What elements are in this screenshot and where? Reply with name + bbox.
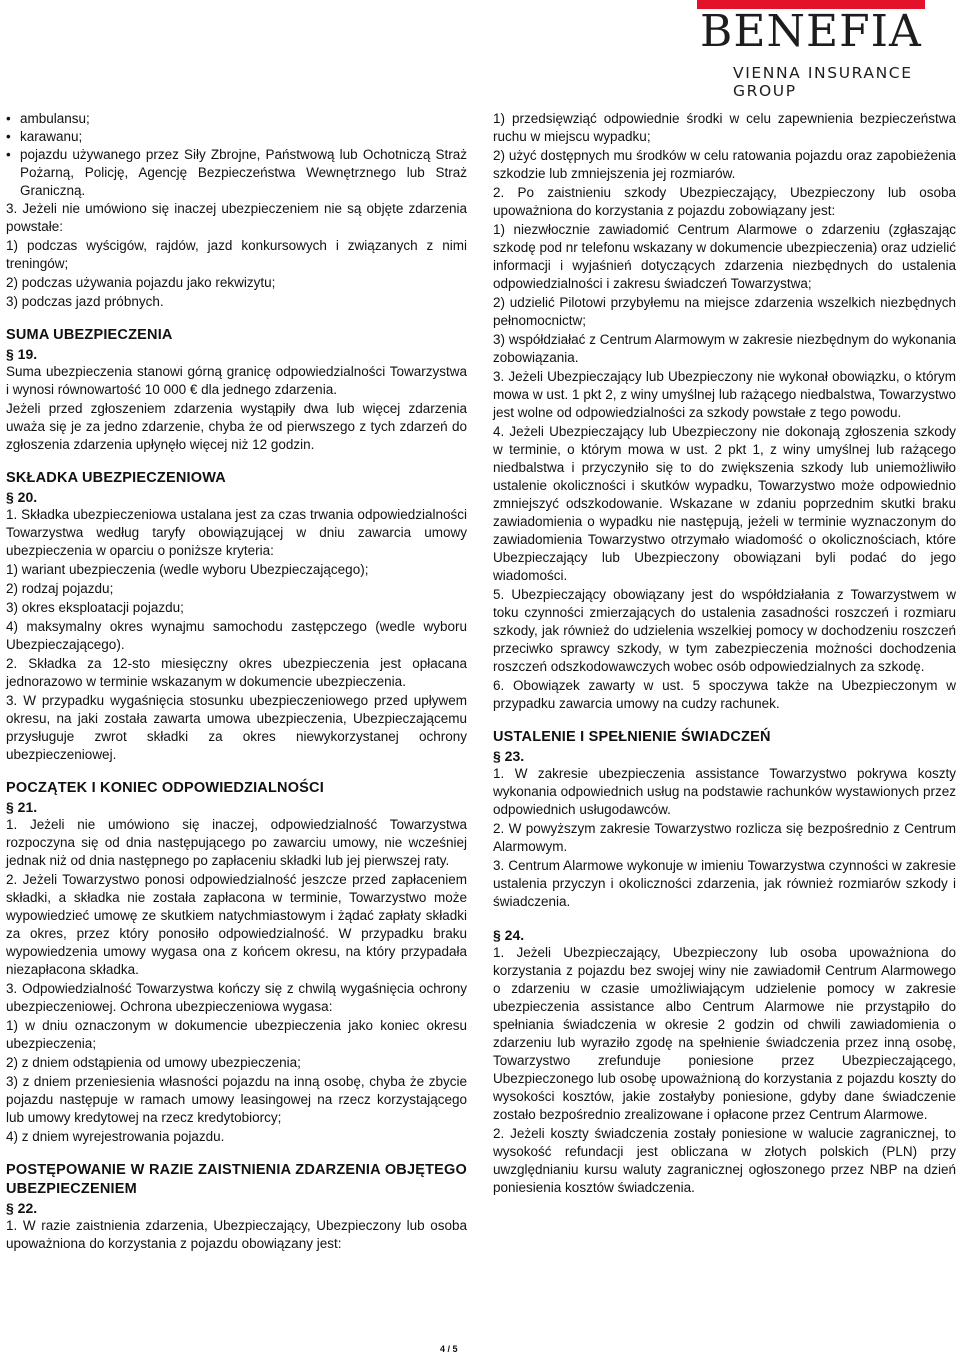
section-heading-skladka: SKŁADKA UBEZPIECZENIOWA [6, 470, 226, 486]
list-item: • pojazdu używanego przez Siły Zbrojne, Państwową lub Ochotniczą Straż Pożarną, Policję, Agencję Bezpieczeństwa Wewnętrznego lub Straż Graniczną. [6, 146, 467, 200]
page-header [0, 0, 960, 100]
list-item: 3) współdziałać z Centrum Alarmowym w zakresie niezbędnym do wykonania zobowiązania. [493, 332, 956, 365]
vienna-insurance-group-tagline: VIENNA INSURANCE GROUP [733, 64, 913, 100]
paragraph-number: § 22. [6, 1200, 38, 1216]
paragraph: 2. Składka za 12-sto miesięczny okres ubezpieczenia jest opłacana jednorazowo w terminie wskazanym w dokumencie ubezpieczenia. [6, 656, 467, 689]
paragraph: 3. W przypadku wygaśnięcia stosunku ubezpieczeniowego przed upływem okresu, na jaki została zawarta umowa ubezpieczenia, Ubezpieczającemu przysługuje zwrot składki za okres niewykorzystanej ochrony ubezpieczeniowej. [6, 693, 467, 762]
paragraph-number: § 21. [6, 799, 38, 815]
paragraph-number: § 24. [493, 927, 525, 943]
paragraph: 3. Jeżeli Ubezpieczający lub Ubezpieczony nie wykonał obowiązku, o którym mowa w ust. 1 pkt 2, z winy umyślnej lub rażącego niedbalstwa, Towarzystwo jest wolne od odpowiedzialności za szkody powstałe z tego powodu. [493, 369, 956, 420]
list-item: 1) przedsięwziąć odpowiednie środki w celu zapewnienia bezpieczeństwa ruchu w miejscu wypadku; [493, 111, 956, 144]
list-item: 2) użyć dostępnych mu środków w celu ratowania pojazdu oraz zapobieżenia szkodzie lub zmniejszenia jej rozmiarów. [493, 148, 956, 181]
paragraph: Jeżeli przed zgłoszeniem zdarzenia wystąpiły dwa lub więcej zdarzenia uważa się je za jedno zdarzenie, chyba że od pierwszego z tych zdarzeń do zgłoszenia zdarzenia upłynęło więcej niż 12 godzin. [6, 401, 467, 452]
list-item: 3) okres eksploatacji pojazdu; [6, 600, 184, 615]
list-item: • karawanu; [6, 128, 467, 146]
list-item: 2) rodzaj pojazdu; [6, 581, 114, 596]
paragraph: 2. W powyższym zakresie Towarzystwo rozlicza się bezpośrednio z Centrum Alarmowym. [493, 821, 956, 854]
paragraph: 2. Po zaistnieniu szkody Ubezpieczający, Ubezpieczony lub osoba upoważniona do korzystania z pojazdu zobowiązany jest: [493, 185, 956, 218]
paragraph-number: § 20. [6, 489, 38, 505]
paragraph: 2. Jeżeli Towarzystwo ponosi odpowiedzialność jeszcze przed zapłaceniem składki, a składka nie została zapłacona w terminie, Towarzystwo może wypowiedzieć umowę ze skutkiem natychmiastowym i żądać zapłaty składki za okres, przez który ponosiło odpowiedzialność. W przypadku braku wypowiedzenia umowy wygasa ona z końcem okresu, na który przypadała niezapłacona składka. [6, 872, 467, 977]
left-column [6, 110, 467, 1254]
paragraph: Suma ubezpieczenia stanowi górną granicę odpowiedzialności Towarzystwa i wynosi równowartość 10 000 € dla jednego zdarzenia. [6, 364, 467, 397]
section-heading-postepowanie: POSTĘPOWANIE W RAZIE ZAISTNIENIA ZDARZENIA OBJĘTEGO UBEZPIECZENIEM [6, 1162, 467, 1197]
benefia-logo: BENEFIA [700, 6, 922, 57]
paragraph: 2. Jeżeli koszty świadczenia zostały poniesione w walucie zagranicznej, to wysokość refundacji jest obliczana w złotych polskich (PLN) przy uwzględnianiu kursu waluty zagranicznej ogłoszonego przez NBP na dzień poniesienia kosztów świadczenia. [493, 1126, 956, 1195]
paragraph: 5. Ubezpieczający obowiązany jest do współdziałania z Towarzystwem w toku czynności zmierzających do ustalenia zasadności roszczeń i rozmiaru szkody, jak również do udzielenia wszelkiej pomocy w dochodzeniu roszczeń przeciwko sprawcy szkody, w tym zabezpieczenia możności dochodzenia roszczeń odszkodowawczych wobec osób odpowiedzialnych za szkodę. [493, 587, 956, 674]
list-item: 1) niezwłocznie zawiadomić Centrum Alarmowe o zdarzeniu (zgłaszając szkodę pod nr telefonu wskazany w dokumencie ubezpieczenia) oraz udzielić informacji i wyjaśnień dotyczących zdarzenia niezbędnych do ustalenia odpowiedzialności i zakresu świadczeń Towarzystwa; [493, 222, 957, 291]
paragraph: 4. Jeżeli Ubezpieczający lub Ubezpieczony nie dokonają zgłoszenia szkody w terminie, o którym mowa w ust. 2 pkt 1, z winy umyślnej lub rażącego niedbalstwa i przyczyniło się to do zwiększenia szkody lub uniemożliwiło ustalenie okoliczności i skutków wypadku, Towarzystwo może odpowiednio zmniejszyć odszkodowanie. Wskazane w zdaniu poprzednim skutki braku zawiadomienia o wypadku nie następują, jeżeli w terminie wyznaczonym do zawiadomienia Towarzystwo otrzymało wiadomość o okolicznościach, które Ubezpieczający lub Ubezpieczony obowiązani byli podać do jego wiadomości. [493, 424, 956, 583]
section-heading-ustalenie: USTALENIE I SPEŁNIENIE ŚWIADCZEŃ [493, 729, 771, 745]
list-item: 4) maksymalny okres wynajmu samochodu zastępczego (wedle wyboru Ubezpieczającego). [6, 619, 467, 652]
list-item: 4) z dniem wyrejestrowania pojazdu. [6, 1129, 225, 1144]
list-item: 1) wariant ubezpieczenia (wedle wyboru Ubezpieczającego); [6, 562, 369, 577]
list-item: 2) z dniem odstąpienia od umowy ubezpieczenia; [6, 1055, 301, 1070]
paragraph: 3. Centrum Alarmowe wykonuje w imieniu Towarzystwa czynności w zakresie ustalenia przyczyn i okoliczności zdarzenia, jak również rozmiarów szkody i świadczenia. [493, 858, 956, 909]
paragraph: 6. Obowiązek zawarty w ust. 5 spoczywa także na Ubezpieczonym w przypadku zawarcia umowy na cudzy rachunek. [493, 678, 956, 711]
paragraph: 1. W zakresie ubezpieczenia assistance Towarzystwo pokrywa koszty wykonania odpowiednich usług na podstawie rachunków wystawionych przez odpowiednich usługodawców. [493, 766, 956, 817]
paragraph: 3. Odpowiedzialność Towarzystwa kończy się z chwilą wygaśnięcia ochrony ubezpieczeniowej. Ochrona ubezpieczeniowa wygasa: [6, 981, 467, 1014]
paragraph: 1. W razie zaistnienia zdarzenia, Ubezpieczający, Ubezpieczony lub osoba upoważniona do korzystania z pojazdu obowiązany jest: [6, 1218, 467, 1251]
list-item: 3) z dniem przeniesienia własności pojazdu na inną osobę, chyba że zbycie pojazdu następuje w ramach umowy leasingowej na rzecz korzystającego lub umowy kredytowej na rzecz kredytobiorcy; [6, 1074, 467, 1125]
list-item: 3) podczas jazd próbnych. [6, 294, 164, 309]
list-item: 2) podczas używania pojazdu jako rekwizytu; [6, 275, 276, 290]
paragraph: 1. Składka ubezpieczeniowa ustalana jest za czas trwania odpowiedzialności Towarzystwa według taryfy obowiązującej w dniu zawarcia umowy ubezpieczenia w oparciu o poniższe kryteria: [6, 507, 467, 558]
list-item: 1) podczas wyścigów, rajdów, jazd konkursowych i związanych z nimi treningów; [6, 238, 467, 271]
page-number: 4 / 5 [440, 1344, 458, 1354]
paragraph-number: § 23. [493, 748, 525, 764]
paragraph: 1. Jeżeli nie umówiono się inaczej, odpowiedzialność Towarzystwa rozpoczyna się od dnia następującego po zawarciu umowy, nie wcześniej jednak niż od dnia następnego po zapłaceniu składki lub jej pierwszej raty. [6, 817, 467, 868]
section-heading-suma: SUMA UBEZPIECZENIA [6, 327, 173, 343]
paragraph: 3. Jeżeli nie umówiono się inaczej ubezpieczeniem nie są objęte zdarzenia powstałe: [6, 201, 467, 234]
list-item: • ambulansu; [6, 110, 467, 128]
section-heading-poczatek: POCZĄTEK I KONIEC ODPOWIEDZIALNOŚCI [6, 780, 324, 796]
list-item: 2) udzielić Pilotowi przybyłemu na miejsce zdarzenia wszelkich niezbędnych pełnomocnictw; [493, 295, 956, 328]
list-item: 1) w dniu oznaczonym w dokumencie ubezpieczenia jako koniec okresu ubezpieczenia; [6, 1018, 467, 1051]
paragraph-number: § 19. [6, 346, 38, 362]
right-column [493, 110, 956, 1198]
paragraph: 1. Jeżeli Ubezpieczający, Ubezpieczony lub osoba upoważniona do korzystania z pojazdu bez swojej winy nie zawiadomił Centrum Alarmowego o zdarzeniu w czasie umożliwiającym udzielenie pomocy w zakresie ubezpieczenia assistance albo Centrum Alarmowe nie przystąpiło do spełniania świadczenia w okresie 2 godzin od chwili zawiadomienia o zdarzeniu lub wyraziło zgodę na spełnienie świadczenia przez inną osobę, Towarzystwo zrefunduje poniesione przez Ubezpieczającego, Ubezpieczonego lub osobę upoważnioną do korzystania z pojazdu koszty do wysokości kosztów, jakie zostałyby poniesione, gdyby dane świadczenie zostało bezpośrednio zrealizowane i opłacone przez Centrum Alarmowe. [493, 945, 956, 1122]
vehicle-bullet-list [6, 110, 467, 200]
